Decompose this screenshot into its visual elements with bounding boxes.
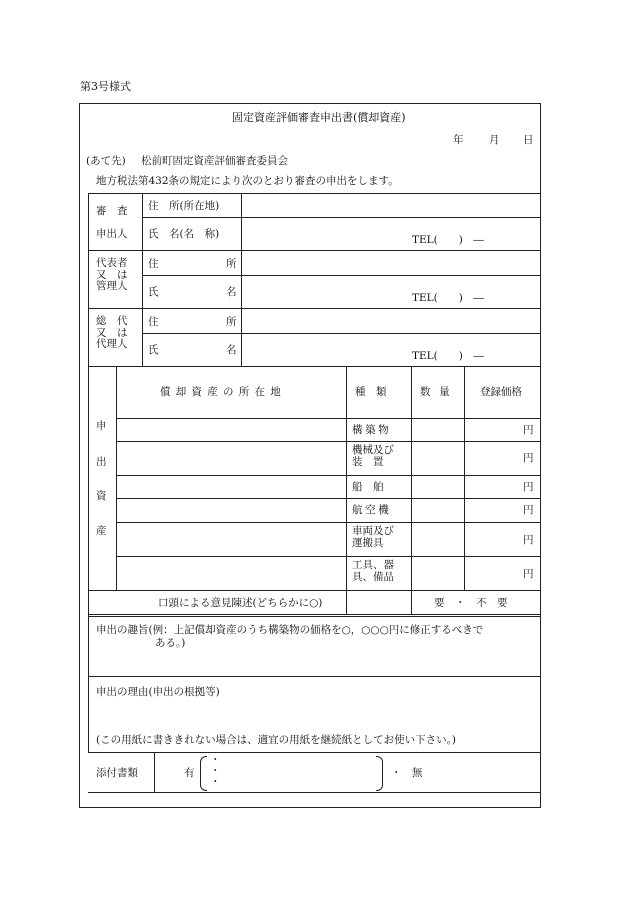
representative-name-field[interactable]	[243, 276, 539, 307]
asset-price-unit-2: 円	[523, 452, 534, 464]
header-type: 種 類	[355, 386, 387, 398]
agent-tel: TEL( ) ―	[412, 350, 484, 362]
assets-side-label-3: 資	[96, 490, 107, 502]
date-month: 月	[489, 134, 500, 146]
applicant-label-bottom: 申出人	[96, 228, 128, 240]
purpose-field[interactable]	[90, 652, 538, 674]
reason-label: 申出の理由(申出の根拠等)	[96, 686, 220, 698]
applicant-name-label: 氏 名(名 称)	[148, 228, 220, 240]
asset-type-5: 車両及び 運搬具	[352, 525, 394, 549]
representative-address-label-b: 所	[226, 258, 237, 270]
asset-type-4: 航空機	[352, 504, 392, 516]
applicant-address-field[interactable]	[243, 194, 539, 216]
attachment-no[interactable]: ・ 無	[391, 767, 423, 779]
purpose-line-2: ある。)	[155, 637, 186, 649]
asset-type-2: 機械及び 装 置	[352, 444, 394, 468]
agent-name-label-b: 名	[226, 344, 237, 356]
representative-name-label-a: 氏	[148, 286, 159, 298]
date-year: 年	[453, 134, 464, 146]
left-bracket	[200, 756, 207, 791]
representative-name-label-b: 名	[226, 286, 237, 298]
asset-price-unit-1: 円	[523, 424, 534, 436]
agent-address-field[interactable]	[243, 309, 539, 332]
agent-name-field[interactable]	[243, 334, 539, 365]
agent-address-label-a: 住	[148, 316, 159, 328]
form-title: 固定資産評価審査申出書(償却資産)	[232, 111, 406, 124]
intro-text: 地方税法第432条の規定により次のとおり審査の申出をします。	[96, 175, 399, 187]
representative-address-label-a: 住	[148, 258, 159, 270]
form-number: 第3号様式	[80, 80, 131, 93]
applicant-name-field[interactable]	[243, 218, 539, 249]
assets-side-label-4: 産	[96, 525, 107, 537]
applicant-label-top: 審 査	[96, 205, 128, 217]
asset-price-unit-5: 円	[523, 534, 534, 546]
agent-name-label-a: 氏	[148, 344, 159, 356]
purpose-line-1: 申出の趣旨(例：上記償却資産のうち構築物の価格を○，○○○円に修正するべきで	[96, 624, 484, 636]
oral-options[interactable]: 要 ・ 不 要	[434, 597, 508, 609]
asset-type-1: 構築物	[352, 424, 392, 436]
assets-side-label-1: 申	[96, 420, 107, 432]
asset-price-unit-4: 円	[523, 504, 534, 516]
applicant-address-label: 住 所(所在地)	[148, 200, 220, 212]
attachment-list-field[interactable]	[222, 756, 372, 789]
assets-side-label-2: 出	[96, 456, 107, 468]
agent-label: 総 代 又 は 代理人	[96, 315, 128, 351]
agent-address-label-b: 所	[226, 316, 237, 328]
asset-type-6: 工具、器 具、備品	[352, 559, 394, 583]
header-price: 登録価格	[480, 386, 522, 398]
asset-price-unit-6: 円	[523, 568, 534, 580]
applicant-tel: TEL( ) ―	[412, 234, 484, 246]
right-bracket	[376, 756, 383, 791]
representative-tel: TEL( ) ―	[412, 292, 484, 304]
reason-field[interactable]	[90, 702, 538, 730]
attachment-label: 添付書類	[96, 767, 138, 779]
header-location: 償却資産の所在地	[160, 386, 286, 398]
representative-address-field[interactable]	[243, 251, 539, 274]
oral-label: 口頭による意見陳述(どちらかに○)	[158, 597, 323, 609]
asset-price-unit-3: 円	[523, 481, 534, 493]
attachment-bullets: ・ ・ ・	[210, 754, 221, 788]
header-quantity: 数 量	[420, 386, 453, 398]
attachment-yes[interactable]: 有	[184, 767, 195, 779]
representative-label: 代表者 又 は 管理人	[96, 257, 128, 293]
reason-note: (この用紙に書ききれない場合は、適宜の用紙を継続紙としてお使い下さい。)	[96, 734, 456, 746]
date-day: 日	[523, 134, 534, 146]
asset-type-3: 船 舶	[352, 481, 384, 493]
addressee: 松前町固定資産評価審査委員会	[141, 155, 288, 167]
addressee-label: (あて先)	[86, 155, 126, 167]
